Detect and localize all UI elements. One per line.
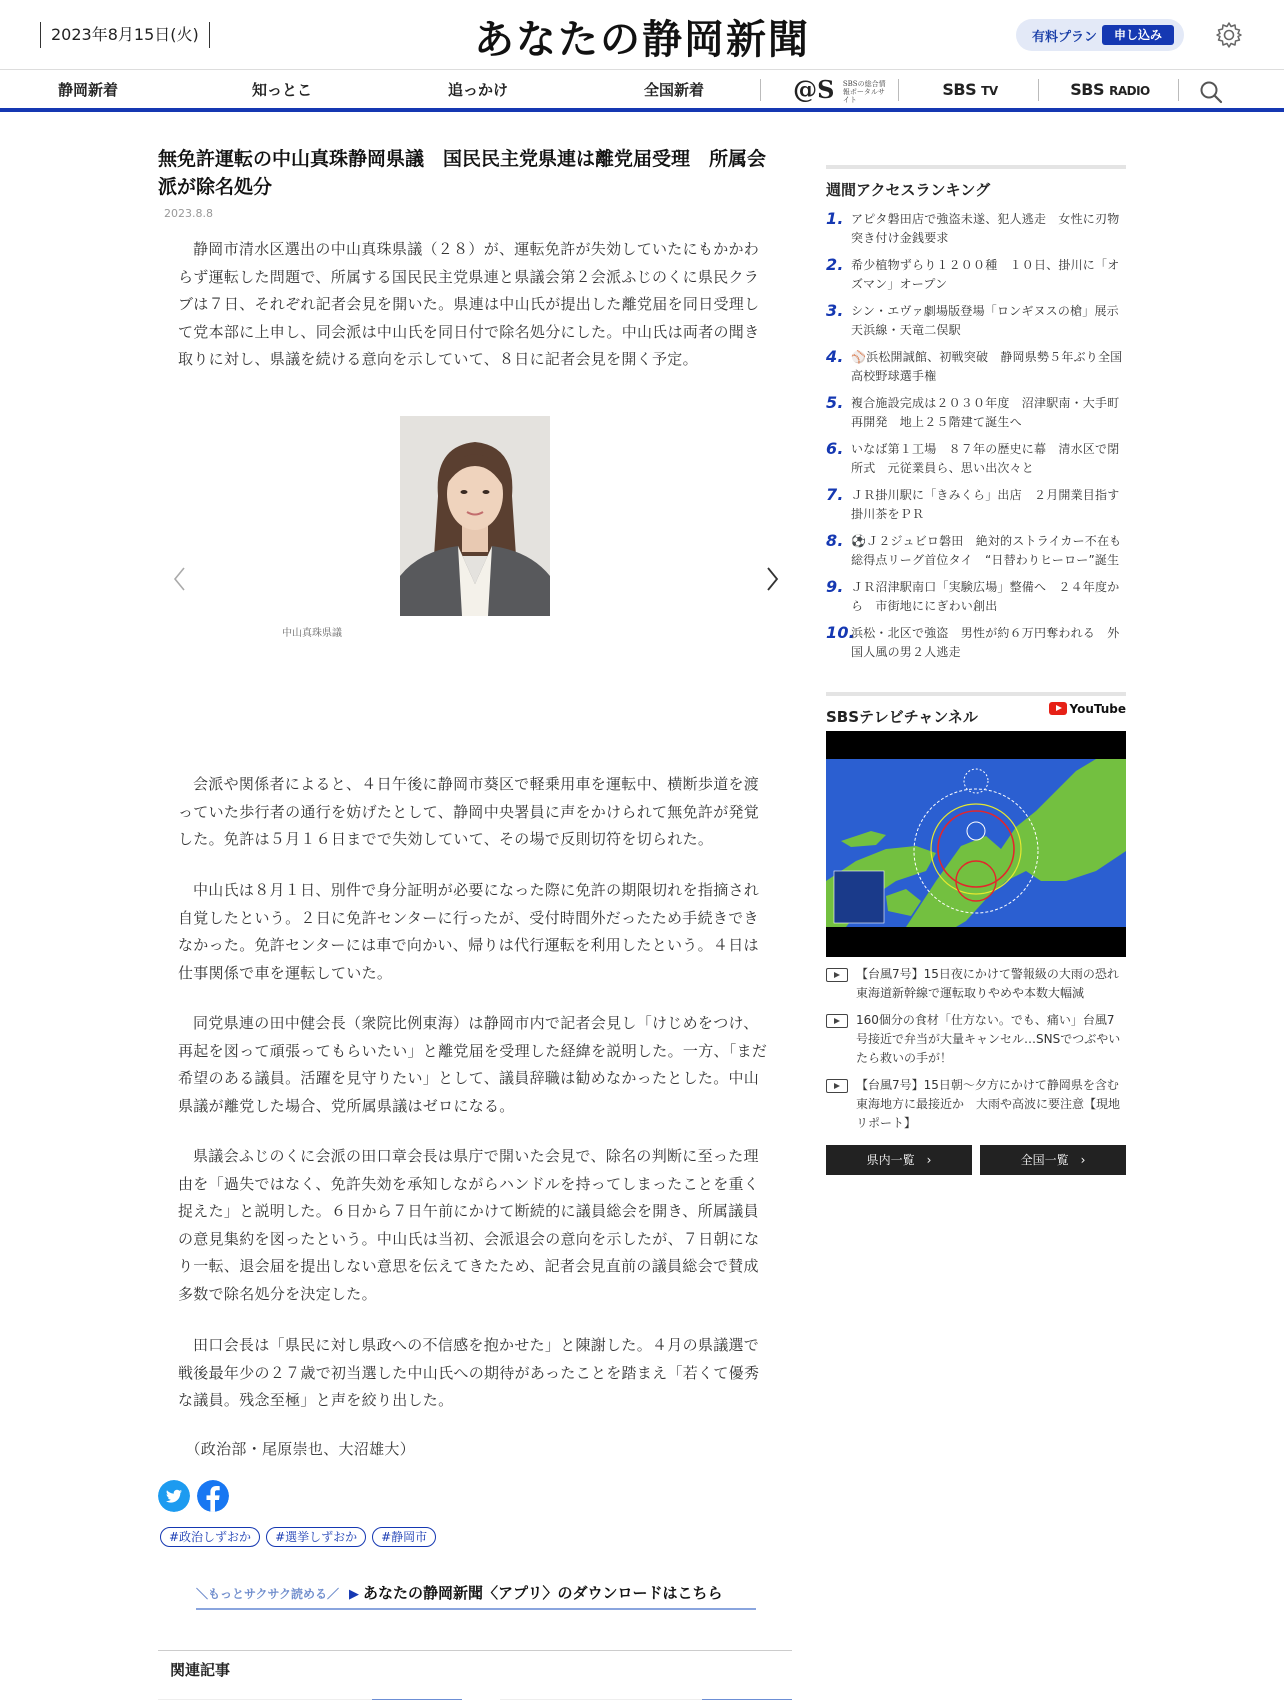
ranking-item[interactable] <box>826 624 1126 662</box>
apply-button[interactable]: 申し込み <box>1102 25 1174 45</box>
ranking-item-text: ＪＲ掛川駅に「きみくら」出店 ２月開業目指す 掛川茶をＰＲ <box>851 488 1132 521</box>
national-list-button[interactable] <box>980 1145 1126 1175</box>
nav-shittoko[interactable]: 知っとこ <box>251 81 312 99</box>
rank-number: 5. <box>826 393 844 412</box>
site-title-logo[interactable]: あなたの静岡新聞 <box>474 16 810 63</box>
at-s-subtitle: SBSの総合情報ポータルサイト <box>842 79 886 104</box>
youtube-logo[interactable] <box>1049 702 1126 716</box>
rank-number: 4. <box>826 347 844 366</box>
sidebar-divider <box>826 692 1126 696</box>
ranking-item-text: アピタ磐田店で強盗未遂、犯人逃走 女性に刃物突き付け金銭要求 <box>851 212 1120 245</box>
youtube-play-icon <box>1049 702 1067 715</box>
portrait-image <box>400 416 550 616</box>
nav-okkake[interactable]: 追っかけ <box>447 81 508 99</box>
app-link-text: あなたの静岡新聞〈アプリ〉のダウンロードはこちら <box>363 1584 723 1602</box>
nav-divider <box>898 79 899 101</box>
nav-at-s[interactable] <box>780 70 900 112</box>
header-date: 2023年8月15日(火) <box>40 22 210 48</box>
video-icon <box>826 968 848 982</box>
chevron-left-icon[interactable] <box>170 564 190 594</box>
ranking-item-text: シン・エヴァ劇場版登場「ロンギヌスの槍」展示 天浜線・天竜二俣駅 <box>851 304 1132 337</box>
sbs-tv-logo: SBS <box>942 80 977 99</box>
video-item-title: 160個分の食材「仕方ない。でも、痛い」台風7号接近で弁当が大量キャンセル…SNSでつぶやいたら救いの手が！ <box>856 1013 1121 1065</box>
ranking-item[interactable] <box>826 485 1132 524</box>
nav-sbs-radio[interactable] <box>1050 70 1170 112</box>
ranking-item[interactable] <box>826 256 1126 294</box>
article-paragraph: 県議会ふじのくに会派の田口章会長は県庁で開いた会見で、除名の判断に至った理由を「過失ではなく、免許失効を承知しながらハンドルを持ってしまったことを重く捉えた」と説明した。６日から７日午前にかけて断続的に議員総会を開き、所属議員の意見集約を図ったという。中山氏は当初、会派退会の意向を示したが、７日朝になり一転、退会届を提出しない意思を伝えてきたため、記者会見直前の議員総会で賛成多数で除名処分を決定した。 <box>178 1147 760 1303</box>
ranking-item-text: ⚾浜松開誠館、初戦突破 静岡県勢５年ぶり全国高校野球選手権 <box>851 350 1123 383</box>
chevron-right-icon: › <box>926 1153 932 1167</box>
article-paragraph: 会派や関係者によると、４日午後に静岡市葵区で軽乗用車を運転中、横断歩道を渡っていた歩行者の通行を妨げたとして、静岡中央署員に声をかけられて無免許が発覚した。免許は５月１６日までで失効していて、その場で反則切符を切られた。 <box>178 775 760 848</box>
article-paragraph: 静岡市清水区選出の中山真珠県議（２８）が、運転免許が失効していたにもかかわらず運転した問題で、所属する国民民主党県連と県議会第２会派ふじのくに県民クラブは７日、それぞれ記者会見を開いた。県連は中山氏が提出した離党届を同日受理して党本部に上申し、同会派は中山氏を同日付で除名処分にした。中山氏は両者の聞き取りに対し、県議を続ける意向を示していて、８日に記者会見を開く予定。 <box>178 240 760 368</box>
video-item[interactable] <box>826 1076 1126 1133</box>
tag-list <box>160 1526 442 1547</box>
article-date: 2023.8.8 <box>164 207 213 220</box>
local-list-button[interactable] <box>826 1145 972 1175</box>
tag-elections[interactable]: #選挙しずおか <box>266 1527 366 1547</box>
typhoon-map-thumbnail <box>826 731 1126 957</box>
rank-number: 10. <box>826 623 855 642</box>
play-triangle-icon: ▶ <box>349 1587 360 1602</box>
top-header <box>0 0 1284 70</box>
ranking-item-text: いなば第１工場 ８７年の歴史に幕 清水区で閉所式 元従業員ら、思い出次々と <box>851 442 1120 475</box>
ranking-item[interactable] <box>826 440 1126 478</box>
tag-politics[interactable]: #政治しずおか <box>160 1527 260 1547</box>
chevron-right-icon[interactable] <box>762 564 782 594</box>
ranking-item[interactable] <box>826 531 1134 570</box>
sbs-radio-logo: SBS <box>1070 80 1104 99</box>
video-item-title: 【台風7号】15日夜にかけて警報級の大雨の恐れ 東海道新幹線で運転取りやめや本数大幅減 <box>856 967 1131 1000</box>
video-item[interactable] <box>826 1011 1126 1068</box>
ranking-item[interactable] <box>826 578 1126 616</box>
article-byline: （政治部・尾原崇也、大沼雄大） <box>185 1440 416 1458</box>
sidebar <box>826 165 1134 1175</box>
video-item-title: 【台風7号】15日朝〜夕方にかけて静岡県を含む東海地方に最接近か 大雨や高波に要注意【現地リポート】 <box>856 1078 1121 1130</box>
at-s-logo: @S <box>793 75 835 104</box>
local-list-label: 県内一覧 <box>866 1153 915 1167</box>
rank-number: 9. <box>826 577 844 596</box>
rank-number: 2. <box>826 255 844 274</box>
share-buttons <box>158 1480 236 1512</box>
search-icon[interactable] <box>1198 79 1224 105</box>
list-buttons <box>826 1145 1126 1175</box>
channel-header <box>826 692 1126 727</box>
ranking-item-text: 浜松・北区で強盗 男性が約６万円奪われる 外国人風の男２人逃走 <box>851 626 1120 659</box>
nav-national-new[interactable]: 全国新着 <box>643 81 704 99</box>
chevron-right-icon: › <box>1080 1153 1086 1167</box>
sbs-tv-suffix: TV <box>981 84 998 98</box>
nav-sbs-tv[interactable] <box>910 70 1030 112</box>
twitter-icon[interactable] <box>158 1480 190 1512</box>
tag-shizuoka-city[interactable]: #静岡市 <box>372 1527 436 1547</box>
facebook-icon[interactable] <box>197 1480 229 1512</box>
youtube-label: YouTube <box>1069 702 1126 716</box>
article-paragraph: 田口会長は「県民に対し県政への不信感を抱かせた」と陳謝した。４月の県議選で戦後最年少の２７歳で初当選した中山氏への期待があったことを踏まえ「若くて優秀な議員。残念至極」と声を絞り出した。 <box>178 1336 760 1409</box>
article-header <box>158 145 778 220</box>
channel-title: SBSテレビチャンネル <box>826 708 978 726</box>
rank-number: 7. <box>826 485 844 504</box>
rank-number: 6. <box>826 439 844 458</box>
nav-divider <box>1038 79 1039 101</box>
rank-number: 3. <box>826 301 844 320</box>
ranking-item[interactable] <box>826 210 1126 248</box>
gear-icon[interactable] <box>1214 20 1244 50</box>
sbs-radio-suffix: RADIO <box>1109 84 1150 98</box>
paid-plan-label: 有料プラン <box>1032 30 1098 45</box>
article-paragraph: 同党県連の田中健会長（衆院比例東海）は静岡市内で記者会見し「けじめをつけ、再起を図って頑張ってもらいたい」と離党届を受理した経緯を説明した。一方、「まだ希望のある議員。活躍を見守りたい」として、議員辞職は勧めなかったとした。中山県議が離党した場合、党所属県議はゼロになる。 <box>178 1014 768 1115</box>
article-headline: 無免許運転の中山真珠静岡県議 国民民主党県連は離党届受理 所属会派が除名処分 <box>158 148 767 198</box>
national-list-label: 全国一覧 <box>1020 1153 1069 1167</box>
ranking-item-text: 複合施設完成は２０３０年度 沼津駅南・大手町再開発 地上２５階建て誕生へ <box>851 396 1120 429</box>
nav-divider <box>760 79 761 101</box>
app-link-tagline: ＼もっとサクサク読める／ <box>196 1587 340 1601</box>
sidebar-divider <box>826 165 1126 169</box>
app-download-link[interactable] <box>196 1582 756 1610</box>
photo-carousel <box>158 416 778 646</box>
ranking-item[interactable] <box>826 301 1132 340</box>
video-icon <box>826 1014 848 1028</box>
main-nav <box>0 70 1284 112</box>
ranking-item-text: ⚽Ｊ２ジュビロ磐田 絶対的ストライカー不在も 総得点リーグ首位タイ “日替わりヒーロー”誕生 <box>851 534 1134 567</box>
rank-number: 8. <box>826 531 844 550</box>
nav-shizuoka-new[interactable]: 静岡新着 <box>57 81 118 99</box>
video-item[interactable] <box>826 965 1131 1003</box>
video-player[interactable] <box>826 731 1126 957</box>
ranking-item[interactable] <box>826 348 1126 386</box>
ranking-title: 週間アクセスランキング <box>826 181 991 199</box>
ranking-item[interactable] <box>826 394 1126 432</box>
article-paragraph: 中山氏は８月１日、別件で身分証明が必要になった際に免許の期限切れを指摘され自覚したという。２日に免許センターに行ったが、受付時間外だったため手続きできなかった。免許センターには車で向かい、帰りは代行運転を利用したという。４日は仕事関係で車を運転していた。 <box>178 881 760 982</box>
photo-caption: 中山真珠県議 <box>282 628 342 639</box>
related-articles <box>158 1650 792 1680</box>
video-icon <box>826 1079 848 1093</box>
article-photo <box>400 416 550 616</box>
paid-plan-banner[interactable] <box>1016 19 1184 51</box>
nav-divider <box>1178 79 1179 101</box>
ranking-item-text: ＪＲ沼津駅南口「実験広場」整備へ ２４年度から 市街地ににぎわい創出 <box>851 580 1120 613</box>
ranking-item-text: 希少植物ずらり１２００種 １０日、掛川に「オズマン」オープン <box>851 258 1120 291</box>
related-title: 関連記事 <box>170 1661 231 1679</box>
rank-number: 1. <box>826 209 844 228</box>
